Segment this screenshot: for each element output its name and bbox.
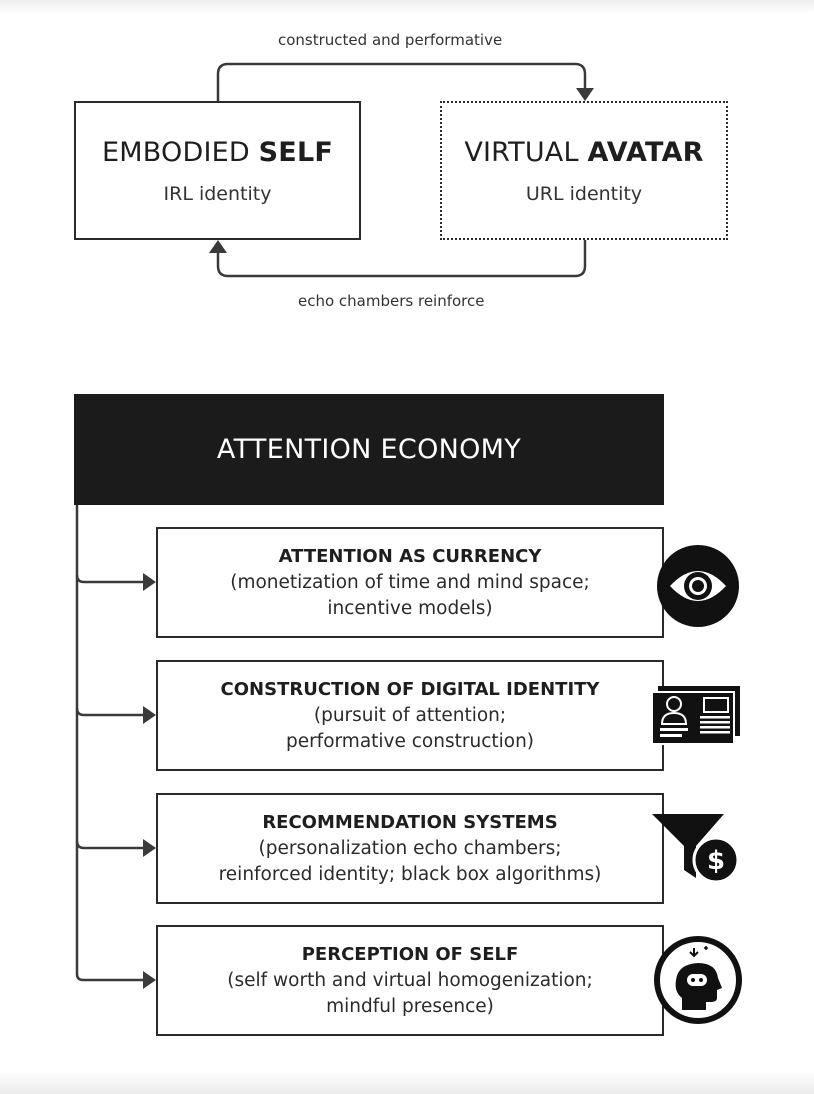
- virtual-avatar-title: [442, 137, 726, 168]
- item-title: RECOMMENDATION SYSTEMS: [262, 811, 558, 833]
- top-loop-arrow: [218, 64, 585, 101]
- svg-text:$: $: [706, 846, 726, 876]
- funnel-dollar-icon: [650, 812, 742, 886]
- embodied-self-box: [74, 101, 361, 240]
- virtual-avatar-subtitle: URL identity: [525, 183, 643, 205]
- virtual-title-bold: AVATAR: [587, 137, 704, 168]
- digital-identity-box: [156, 660, 664, 771]
- branch-3: [77, 841, 150, 848]
- top-loop-arrowhead: [576, 88, 594, 101]
- embodied-title-light: EMBODIED: [102, 137, 259, 168]
- item-desc-line1: (pursuit of attention;: [313, 704, 507, 726]
- perception-of-self-box: [156, 925, 664, 1036]
- branch-2: [77, 708, 150, 715]
- item-desc-line2: reinforced identity; black box algorithms): [218, 863, 602, 885]
- virtual-avatar-box: [440, 101, 728, 240]
- item-desc-line2: mindful presence): [326, 995, 494, 1017]
- item-desc-line2: performative construction): [285, 730, 535, 752]
- branch-2-arrowhead: [143, 706, 156, 724]
- bottom-loop-caption: echo chambers reinforce: [298, 292, 485, 310]
- branch-1-arrowhead: [143, 573, 156, 591]
- item-title: ATTENTION AS CURRENCY: [278, 545, 542, 567]
- attention-economy-header: ATTENTION ECONOMY: [74, 394, 664, 505]
- virtual-title-light: VIRTUAL: [464, 137, 588, 168]
- embodied-self-subtitle: IRL identity: [163, 183, 272, 205]
- item-desc-line1: (self worth and virtual homogenization;: [227, 969, 593, 991]
- recommendation-systems-box: [156, 793, 664, 904]
- branch-3-arrowhead: [143, 839, 156, 857]
- item-desc-line1: (monetization of time and mind space;: [230, 571, 590, 593]
- bottom-loop-arrowhead: [209, 240, 227, 253]
- item-title: CONSTRUCTION OF DIGITAL IDENTITY: [220, 678, 600, 700]
- item-title: PERCEPTION OF SELF: [301, 943, 519, 965]
- top-loop-caption: constructed and performative: [278, 31, 503, 49]
- head-mind-icon: [654, 936, 742, 1024]
- item-desc-line2: incentive models): [327, 597, 493, 619]
- branch-4-arrowhead: [143, 971, 156, 989]
- item-desc-line1: (personalization echo chambers;: [258, 837, 562, 859]
- bottom-loop-arrow: [218, 240, 585, 276]
- branch-1: [77, 575, 150, 582]
- attention-currency-box: [156, 527, 664, 638]
- embodied-self-title: [76, 137, 359, 168]
- id-card-icon: [650, 684, 742, 746]
- eye-icon: [656, 544, 740, 628]
- embodied-title-bold: SELF: [258, 137, 333, 168]
